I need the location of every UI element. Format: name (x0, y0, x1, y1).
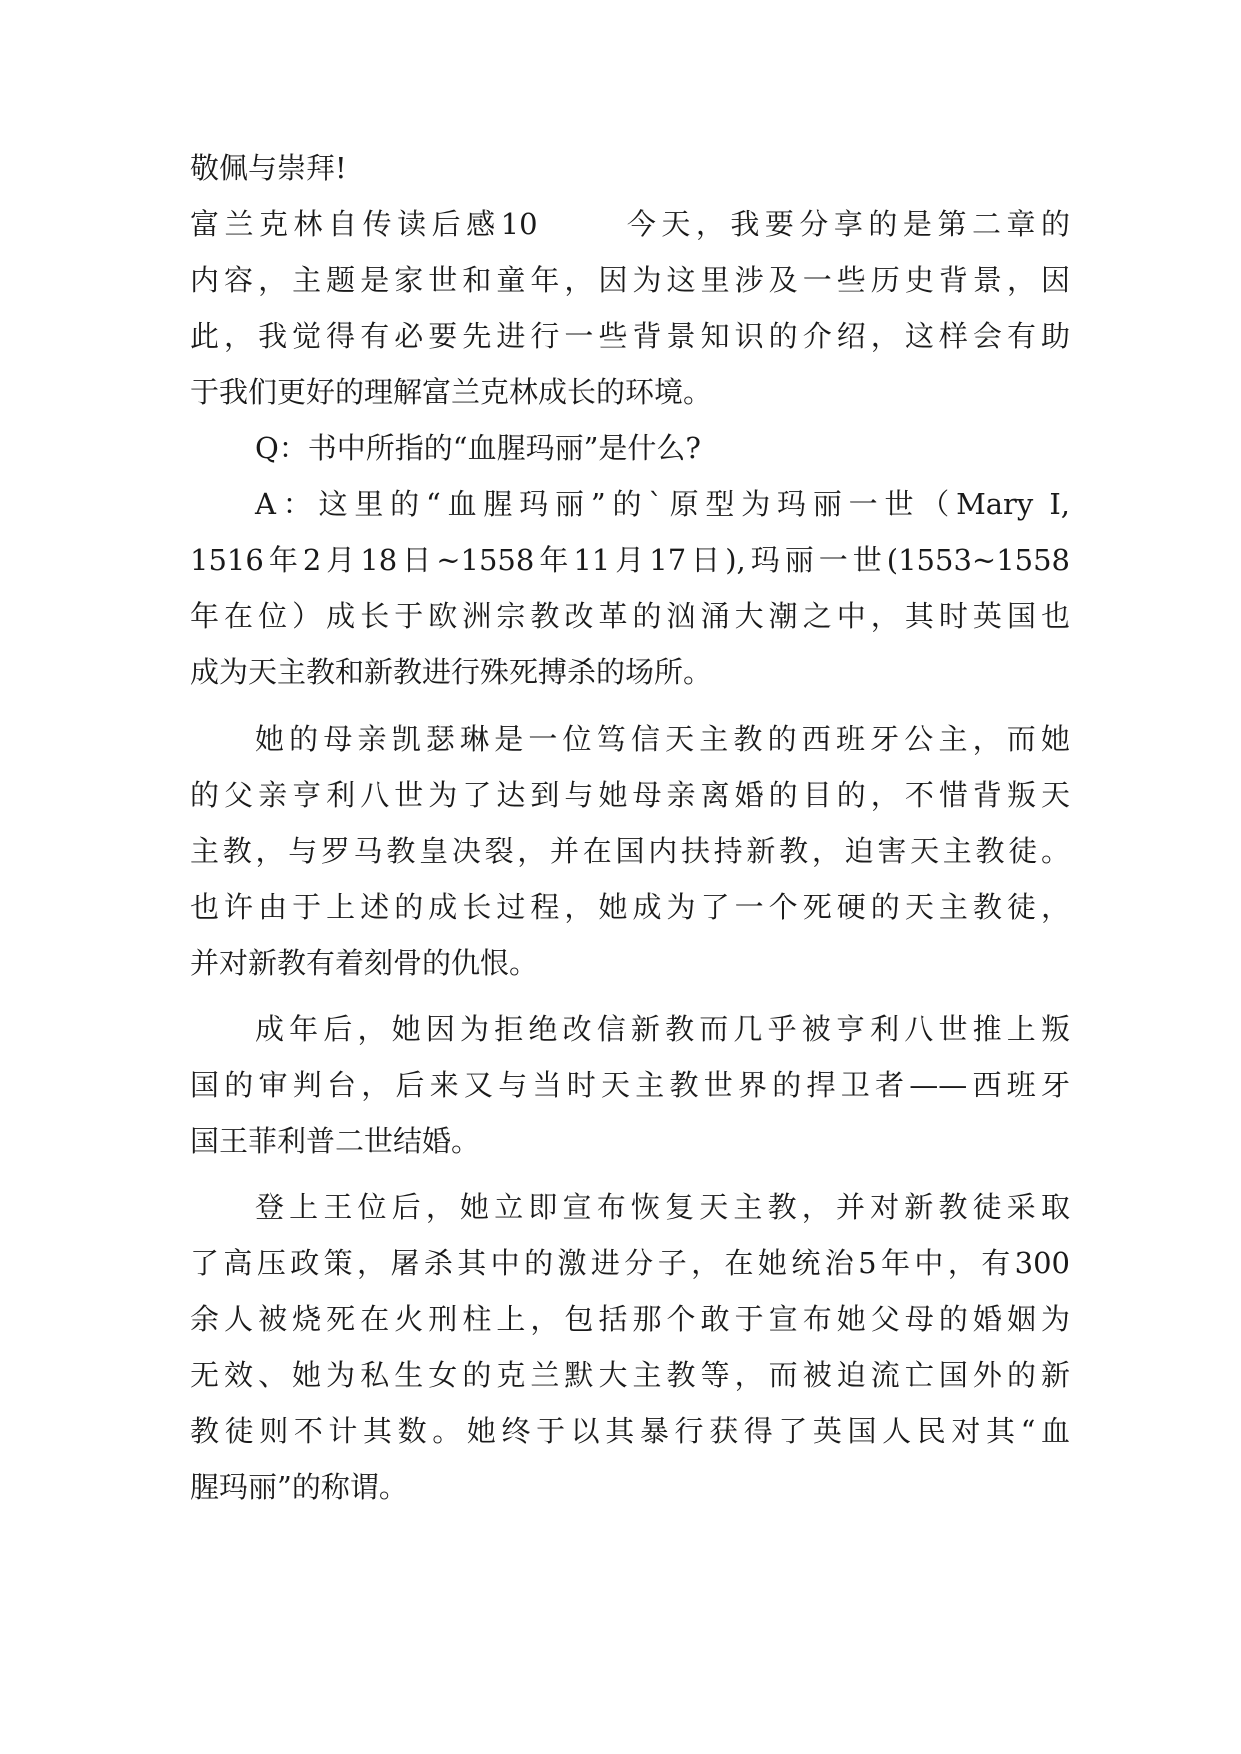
text-line: A：这里的“血腥玛丽”的`原型为玛丽一世（Mary I, (255, 487, 1070, 521)
text-line: 敬佩与崇拜! (190, 151, 347, 185)
text-line: 也许由于上述的成长过程，她成为了一个死硬的天主教徒， (190, 890, 1070, 924)
text-line: 国的审判台，后来又与当时天主教世界的捍卫者——西班牙 (190, 1068, 1070, 1102)
text-line: 余人被烧死在火刑柱上，包括那个敢于宣布她父母的婚姻为 (190, 1302, 1070, 1336)
text-line: 了高压政策，屠杀其中的激进分子，在她统治5年中，有300 (190, 1246, 1070, 1280)
text-line: 国王菲利普二世结婚。 (190, 1124, 481, 1158)
text-line: 主教，与罗马教皇决裂，并在国内扶持新教，迫害天主教徒。 (190, 834, 1070, 868)
text-line: 成年后，她因为拒绝改信新教而几乎被亨利八世推上叛 (255, 1012, 1070, 1046)
text-line: 腥玛丽”的称谓。 (190, 1470, 408, 1504)
text-line: 此，我觉得有必要先进行一些背景知识的介绍，这样会有助 (190, 319, 1070, 353)
text-line: 的父亲亨利八世为了达到与她母亲离婚的目的，不惜背叛天 (190, 778, 1070, 812)
text-line: Q：书中所指的“血腥玛丽”是什么? (255, 431, 701, 465)
text-line: 成为天主教和新教进行殊死搏杀的场所。 (190, 655, 713, 689)
text-line: 她的母亲凯瑟琳是一位笃信天主教的西班牙公主，而她 (255, 722, 1070, 756)
text-line: 1516年2月18日~1558年11月17日),玛丽一世(1553~1558 (190, 543, 1070, 577)
text-line: 并对新教有着刻骨的仇恨。 (190, 946, 539, 980)
text-line: 教徒则不计其数。她终于以其暴行获得了英国人民对其“血 (190, 1414, 1070, 1448)
text-line: 登上王位后，她立即宣布恢复天主教，并对新教徒采取 (255, 1190, 1070, 1224)
text-line: 富兰克林自传读后感10 今天，我要分享的是第二章的 (190, 207, 1070, 241)
text-line: 无效、她为私生女的克兰默大主教等，而被迫流亡国外的新 (190, 1358, 1070, 1392)
text-line: 于我们更好的理解富兰克林成长的环境。 (190, 375, 713, 409)
text-line: 内容，主题是家世和童年，因为这里涉及一些历史背景，因 (190, 263, 1070, 297)
text-line: 年在位）成长于欧洲宗教改革的汹涌大潮之中，其时英国也 (190, 599, 1070, 633)
